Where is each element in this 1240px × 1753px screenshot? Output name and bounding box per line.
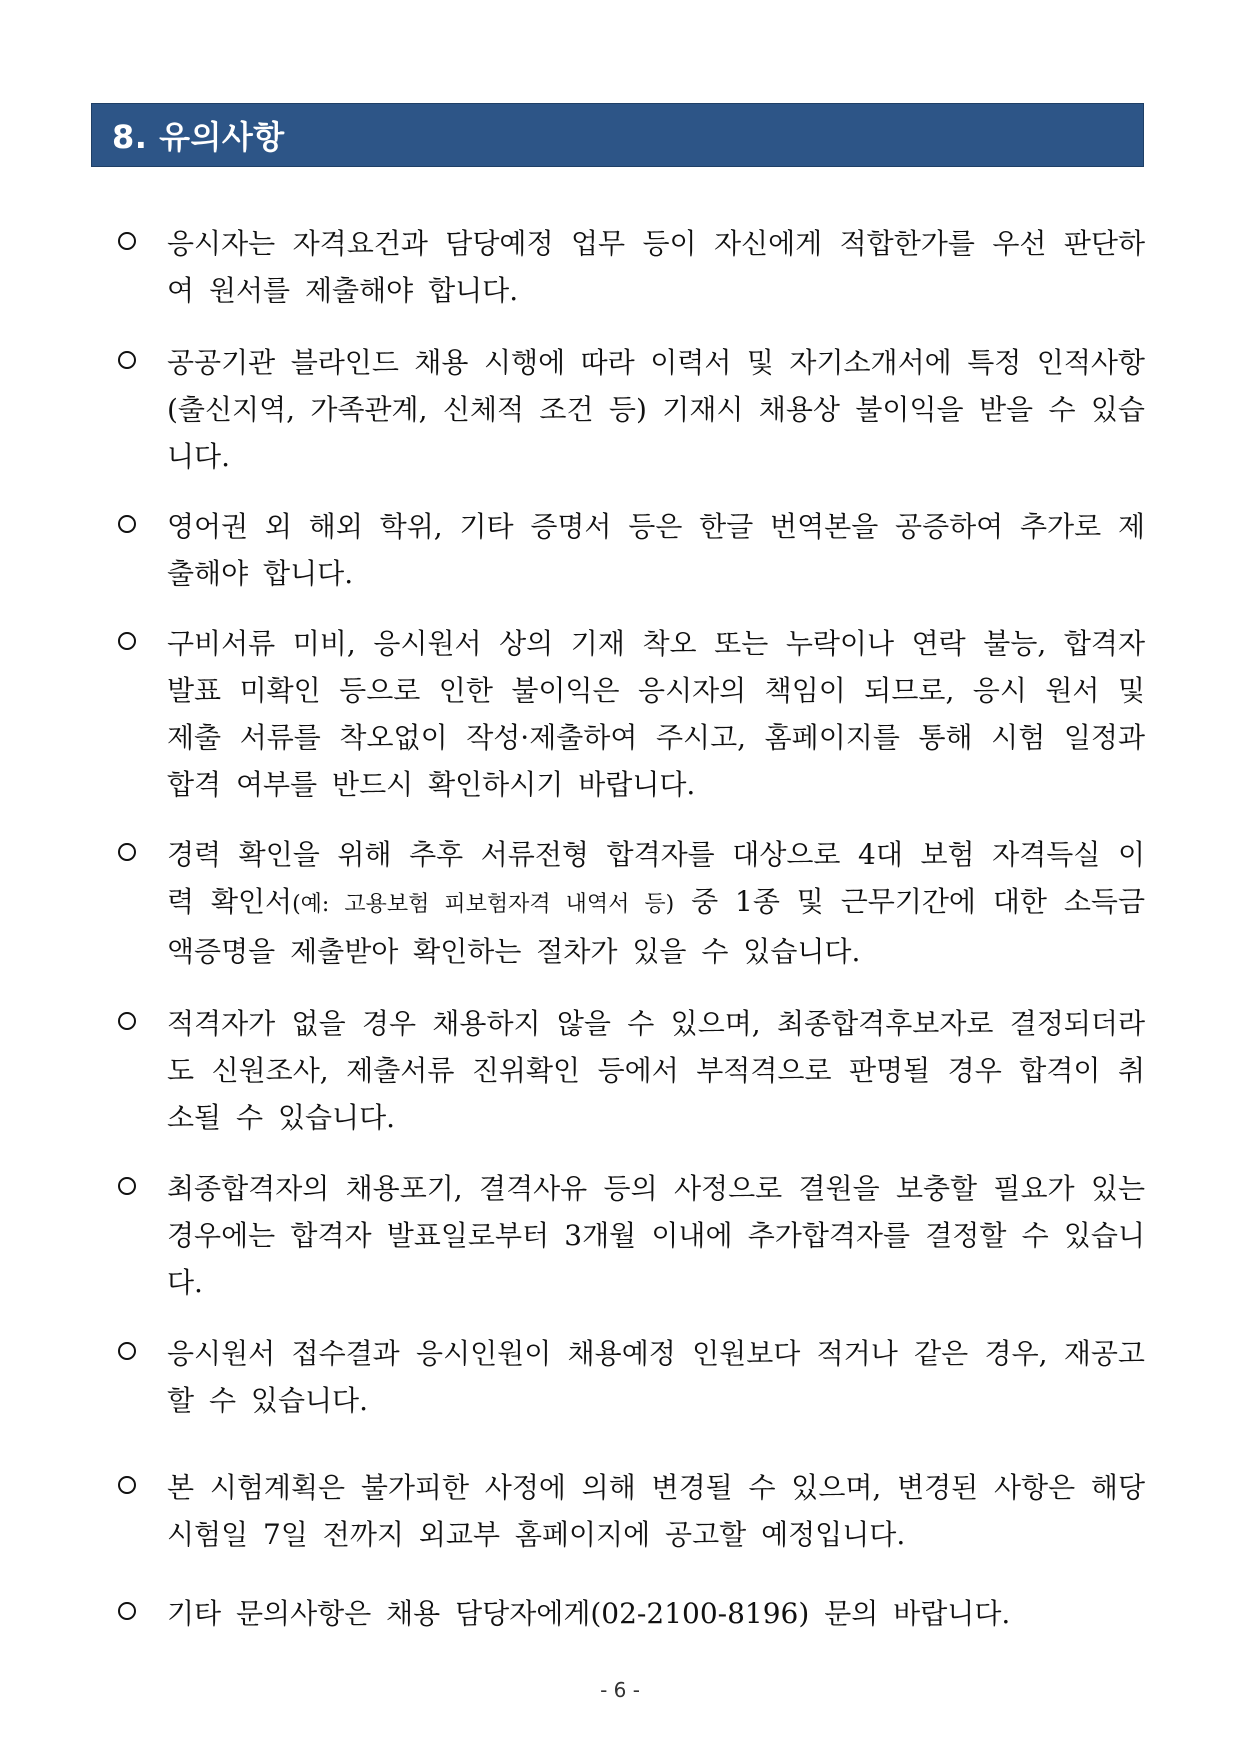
circle-bullet-icon: [118, 1177, 136, 1195]
circle-bullet-icon: [118, 1602, 136, 1620]
list-item-text: 영어권 외 해외 학위, 기타 증명서 등은 한글 번역본을 공증하여 추가로 제출해야 합니다.: [167, 510, 1145, 590]
circle-bullet-icon: [118, 232, 136, 250]
section-header-bar: [91, 103, 1144, 167]
section-title: 8. 유의사항: [112, 118, 285, 156]
list-item-text: [167, 831, 1145, 975]
list-item-example-note: (예: 고용보험 피보험자격 내역서 등): [292, 892, 675, 917]
list-item-text: 본 시험계획은 불가피한 사정에 의해 변경될 수 있으며, 변경된 사항은 해당 시험일 7일 전까지 외교부 홈페이지에 공고할 예정입니다.: [167, 1471, 1145, 1551]
circle-bullet-icon: [118, 843, 136, 861]
circle-bullet-icon: [118, 351, 136, 369]
list-item-text-part: 경력 확인을 위해 추후 서류전형 합격자를 대상으로 4대 보험 자격득실 이력 확인서: [167, 838, 1145, 918]
list-item-text: 응시자는 자격요건과 담당예정 업무 등이 자신에게 적합한가를 우선 판단하여 원서를 제출해야 합니다.: [167, 227, 1145, 307]
circle-bullet-icon: [118, 632, 136, 650]
circle-bullet-icon: [118, 1342, 136, 1360]
circle-bullet-icon: [118, 1012, 136, 1030]
list-item-text: 공공기관 블라인드 채용 시행에 따라 이력서 및 자기소개서에 특정 인적사항(출신지역, 가족관계, 신체적 조건 등) 기재시 채용상 불이익을 받을 수 있습니다.: [167, 346, 1145, 473]
list-item-text-part: 중 1종 및 근무기간에 대한 소득금액증명을 제출받아 확인하는 절차가 있을 수 있습니다.: [167, 885, 1145, 968]
page-number: - 6 -: [600, 1678, 640, 1702]
list-item-text: 적격자가 없을 경우 채용하지 않을 수 있으며, 최종합격후보자로 결정되더라도 신원조사, 제출서류 진위확인 등에서 부적격으로 판명될 경우 합격이 취소될 수 있습니다.: [167, 1007, 1145, 1134]
list-item-text: 구비서류 미비, 응시원서 상의 기재 착오 또는 누락이나 연락 불능, 합격자 발표 미확인 등으로 인한 불이익은 응시자의 책임이 되므로, 응시 원서 및 제출 서류를 착오없이 작성·제출하여 주시고, 홈페이지를 통해 시험 일정과 합격 여부를 반드시 확인하시기 바랍니다.: [167, 627, 1145, 801]
list-item-text: 응시원서 접수결과 응시인원이 채용예정 인원보다 적거나 같은 경우, 재공고 할 수 있습니다.: [167, 1337, 1145, 1417]
list-item-text: 기타 문의사항은 채용 담당자에게(02-2100-8196) 문의 바랍니다.: [167, 1597, 1011, 1630]
list-item-text: 최종합격자의 채용포기, 결격사유 등의 사정으로 결원을 보충할 필요가 있는 경우에는 합격자 발표일로부터 3개월 이내에 추가합격자를 결정할 수 있습니다.: [167, 1172, 1145, 1299]
circle-bullet-icon: [118, 1476, 136, 1494]
circle-bullet-icon: [118, 515, 136, 533]
